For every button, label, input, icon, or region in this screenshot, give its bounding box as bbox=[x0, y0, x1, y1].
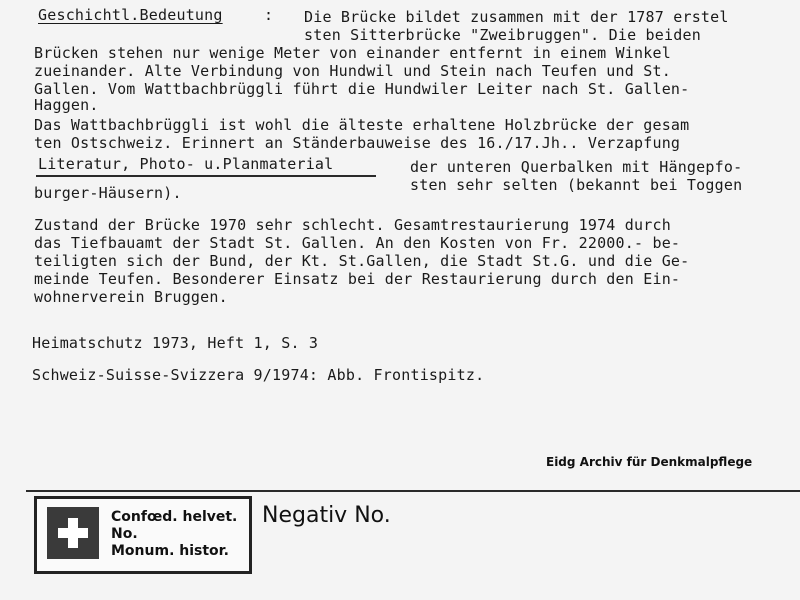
negativ-label: Negativ No. bbox=[262, 503, 391, 528]
text-line: Brücken stehen nur wenige Meter von einander entfernt in einem Winkel bbox=[34, 44, 671, 62]
swiss-monument-stamp bbox=[34, 496, 252, 574]
text-line: Haggen. bbox=[34, 96, 99, 114]
text-line: meinde Teufen. Besonderer Einsatz bei der Restaurierung durch den Ein- bbox=[34, 270, 681, 288]
stamp-line-confoed: Confœd. helvet. bbox=[111, 509, 238, 525]
text-line: sten Sitterbrücke "Zweibruggen". Die beiden bbox=[304, 26, 701, 44]
text-line: Das Wattbachbrüggli ist wohl die älteste erhaltene Holzbrücke der gesam bbox=[34, 116, 690, 134]
stamp-text bbox=[111, 509, 237, 560]
archive-label: Eidg Archiv für Denkmalpflege bbox=[546, 455, 753, 469]
text-line: das Tiefbauamt der Stadt St. Gallen. An den Kosten von Fr. 22000.- be- bbox=[34, 234, 681, 252]
heading-historical-significance: Geschichtl.Bedeutung bbox=[38, 6, 223, 24]
reference-schweiz: Schweiz-Suisse-Svizzera 9/1974: Abb. Frontispitz. bbox=[32, 366, 485, 384]
literature-underline bbox=[36, 175, 376, 177]
text-line: zueinander. Alte Verbindung von Hundwil und Stein nach Teufen und St. bbox=[34, 62, 671, 80]
footer-divider bbox=[26, 490, 800, 492]
reference-heimatschutz: Heimatschutz 1973, Heft 1, S. 3 bbox=[32, 334, 319, 352]
text-line: teiligten sich der Bund, der Kt. St.Gallen, die Stadt St.G. und die Ge- bbox=[34, 252, 690, 270]
text-line: burger-Häusern). bbox=[34, 184, 182, 202]
text-line: wohnerverein Bruggen. bbox=[34, 288, 228, 306]
stamp-line-monum: Monum. histor. bbox=[111, 543, 229, 559]
heading-literature: Literatur, Photo- u.Planmaterial bbox=[38, 155, 334, 173]
stamp-line-no: No. bbox=[111, 526, 138, 542]
swiss-cross-icon bbox=[47, 507, 99, 559]
text-line: der unteren Querbalken mit Hängepfo- bbox=[410, 158, 743, 176]
text-line: ten Ostschweiz. Erinnert an Ständerbauweise des 16./17.Jh.. Verzapfung bbox=[34, 134, 681, 152]
text-line: sten sehr selten (bekannt bei Toggen bbox=[410, 176, 743, 194]
text-line: Gallen. Vom Wattbachbrüggli führt die Hundwiler Leiter nach St. Gallen- bbox=[34, 80, 690, 98]
text-line: Zustand der Brücke 1970 sehr schlecht. Gesamtrestaurierung 1974 durch bbox=[34, 216, 671, 234]
text-line: Die Brücke bildet zusammen mit der 1787 erstel bbox=[304, 8, 729, 26]
heading-colon: : bbox=[264, 6, 274, 24]
